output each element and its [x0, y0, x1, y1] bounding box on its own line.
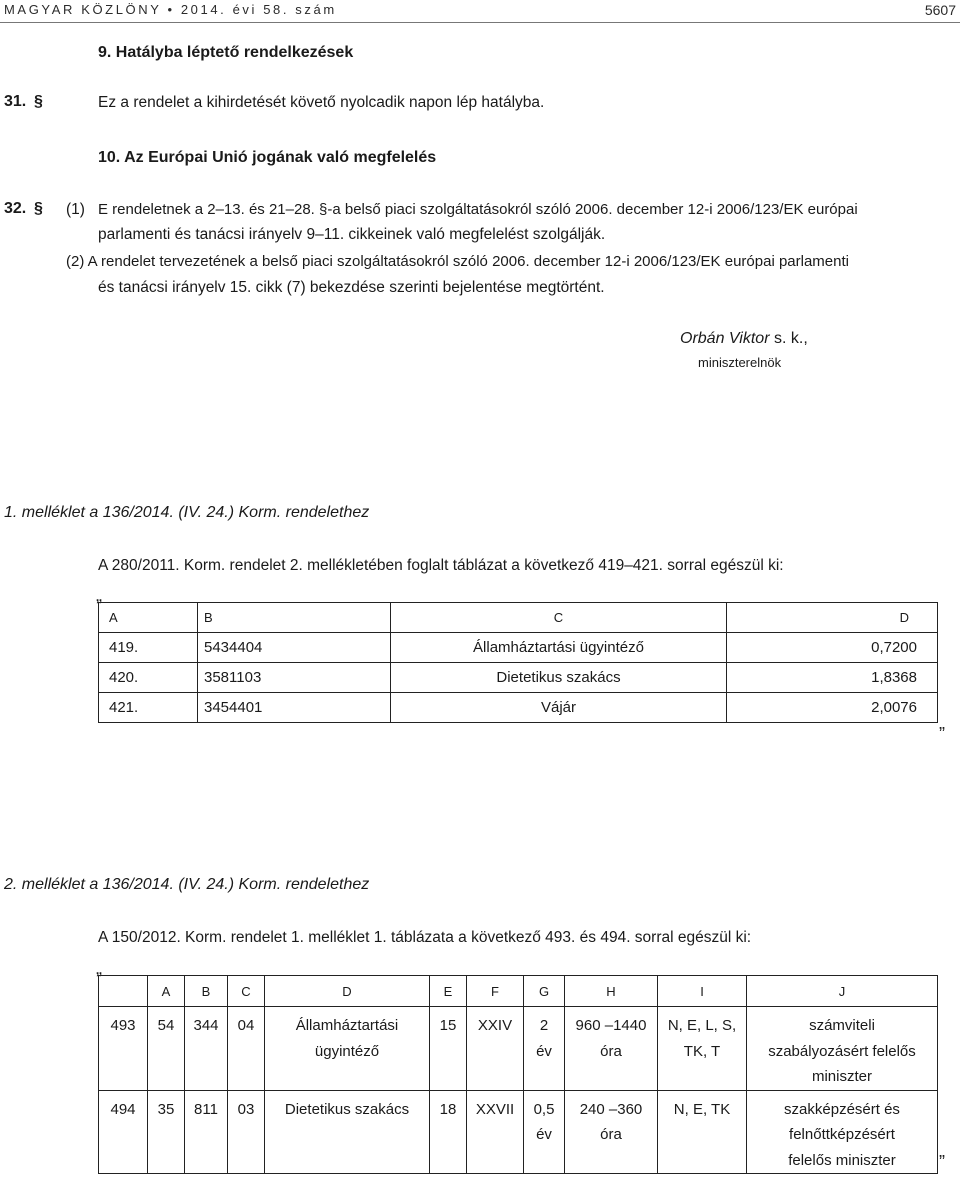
table-cell: 54	[148, 1007, 185, 1091]
table-cell: 1,8368	[727, 663, 938, 693]
header-divider	[0, 22, 960, 23]
cell-line: szakképzésért és	[784, 1100, 900, 1118]
table-cell: 493	[99, 1007, 148, 1091]
paragraph-31-text: Ez a rendelet a kihirdetését követő nyolcadik napon lép hatályba.	[98, 94, 545, 111]
cell-line: felnőttképzésért	[789, 1126, 895, 1143]
paragraph-32-2-line-2: és tanácsi irányelv 15. cikk (7) bekezdése szerinti bejelentése megtörtént.	[98, 279, 605, 296]
annex-1-table	[98, 602, 938, 723]
paragraph-32-1-number: (1)	[66, 201, 85, 218]
column-header: B	[198, 603, 391, 633]
column-header: C	[228, 976, 265, 1007]
table-row	[99, 663, 938, 693]
annex-2-intro: A 150/2012. Korm. rendelet 1. melléklet 1. táblázata a következő 493. és 494. sorral egészül ki:	[98, 929, 752, 946]
table-cell: 494	[99, 1090, 148, 1174]
table-cell: 2,0076	[727, 693, 938, 723]
paragraph-31-number: 31.	[4, 93, 27, 110]
table-row	[99, 693, 938, 723]
cell-line: miniszter	[811, 1068, 872, 1085]
cell-line: év	[536, 1042, 552, 1060]
signatory-name: Orbán Viktor	[680, 330, 770, 347]
column-header: F	[467, 976, 524, 1007]
annex-2-open-quote: „	[96, 958, 102, 978]
column-header: I	[658, 976, 747, 1007]
cell-line: 240 –360	[579, 1100, 643, 1118]
cell-line: óra	[600, 1042, 622, 1060]
table-cell	[658, 1090, 747, 1174]
table-cell	[747, 1090, 938, 1174]
table-cell: 3454401	[198, 693, 391, 723]
table-cell	[265, 1007, 430, 1091]
table-cell	[265, 1090, 430, 1174]
cell-line: 2	[539, 1017, 549, 1034]
column-header: E	[430, 976, 467, 1007]
annex-1-title: 1. melléklet a 136/2014. (IV. 24.) Korm. rendelethez	[4, 504, 370, 521]
annex-1-open-quote: „	[96, 585, 102, 605]
table-cell	[565, 1007, 658, 1091]
table-cell: 3581103	[198, 663, 391, 693]
annex-2-close-quote: ”	[939, 1152, 945, 1172]
cell-line: ügyintéző	[314, 1042, 380, 1060]
cell-line: 0,5	[533, 1100, 555, 1118]
table-header-row	[99, 603, 938, 633]
cell-line: TK, T	[683, 1042, 721, 1060]
cell-line: szabályozásért felelős	[768, 1042, 916, 1060]
table-cell: 5434404	[198, 633, 391, 663]
annex-2-title: 2. melléklet a 136/2014. (IV. 24.) Korm. rendelethez	[4, 876, 370, 893]
column-header: A	[99, 603, 198, 633]
table-row	[99, 1007, 938, 1091]
column-header: H	[565, 976, 658, 1007]
cell-line: számviteli	[809, 1017, 875, 1034]
table-cell: Dietetikus szakács	[391, 663, 727, 693]
annex-1-intro: A 280/2011. Korm. rendelet 2. mellékletében foglalt táblázat a következő 419–421. sorral egészül ki:	[98, 557, 784, 574]
cell-line: felelős miniszter	[788, 1151, 896, 1169]
table-cell: 0,7200	[727, 633, 938, 663]
paragraph-32-1-line-1: E rendeletnek a 2–13. és 21–28. §-a belső piaci szolgáltatásokról szóló 2006. december 12-i 2006/123/EK európai	[98, 201, 858, 218]
table-cell: 811	[185, 1090, 228, 1174]
paragraph-32-number: 32.	[4, 200, 27, 217]
column-header: A	[148, 976, 185, 1007]
table-header-row	[99, 976, 938, 1007]
table-cell: 15	[430, 1007, 467, 1091]
cell-line: N, E, L, S,	[667, 1017, 737, 1034]
section-10-title: 10. Az Európai Unió jogának való megfelelés	[98, 149, 437, 166]
table-cell: 03	[228, 1090, 265, 1174]
table-cell	[747, 1007, 938, 1091]
table-cell: 344	[185, 1007, 228, 1091]
table-cell: 18	[430, 1090, 467, 1174]
annex-1-close-quote: ”	[939, 724, 945, 744]
signature-line	[680, 330, 808, 348]
page-number: 5607	[924, 2, 956, 18]
table-cell: Államháztartási ügyintéző	[391, 633, 727, 663]
section-9-title: 9. Hatályba léptető rendelkezések	[98, 44, 354, 61]
column-header: D	[265, 976, 430, 1007]
cell-line: Dietetikus szakács	[284, 1100, 410, 1118]
column-header: J	[747, 976, 938, 1007]
table-cell	[524, 1090, 565, 1174]
table-cell	[658, 1007, 747, 1091]
column-header: C	[391, 603, 727, 633]
cell-line: év	[536, 1126, 552, 1143]
table-cell: 35	[148, 1090, 185, 1174]
column-header: B	[185, 976, 228, 1007]
signature-suffix: s. k.,	[769, 330, 808, 347]
table-row	[99, 633, 938, 663]
table-cell	[565, 1090, 658, 1174]
cell-line: 960 –1440	[575, 1017, 647, 1034]
table-row	[99, 1090, 938, 1174]
paragraph-32-symbol: §	[34, 200, 43, 217]
table-cell: 419.	[99, 633, 198, 663]
cell-line: N, E, TK	[673, 1100, 731, 1118]
column-header	[99, 976, 148, 1007]
paragraph-31-symbol: §	[34, 93, 43, 110]
table-cell: XXIV	[467, 1007, 524, 1091]
table-cell: Vájár	[391, 693, 727, 723]
table-cell: 421.	[99, 693, 198, 723]
signatory-role: miniszterelnök	[698, 355, 782, 370]
cell-line: óra	[600, 1126, 622, 1143]
column-header: G	[524, 976, 565, 1007]
table-cell: XXVII	[467, 1090, 524, 1174]
table-cell: 04	[228, 1007, 265, 1091]
table-cell	[524, 1007, 565, 1091]
paragraph-32-1-line-2: parlamenti és tanácsi irányelv 9–11. cikkeinek való megfelelést szolgálják.	[98, 226, 606, 243]
annex-2-table	[98, 975, 938, 1174]
paragraph-32-2-line-1: (2) A rendelet tervezetének a belső piaci szolgáltatásokról szóló 2006. december 12-i 2006/123/EK európai parlamenti	[66, 253, 849, 270]
table-cell: 420.	[99, 663, 198, 693]
publication-header: MAGYAR KÖZLÖNY • 2014. évi 58. szám	[4, 2, 337, 17]
column-header: D	[727, 603, 938, 633]
cell-line: Államháztartási	[295, 1017, 399, 1034]
